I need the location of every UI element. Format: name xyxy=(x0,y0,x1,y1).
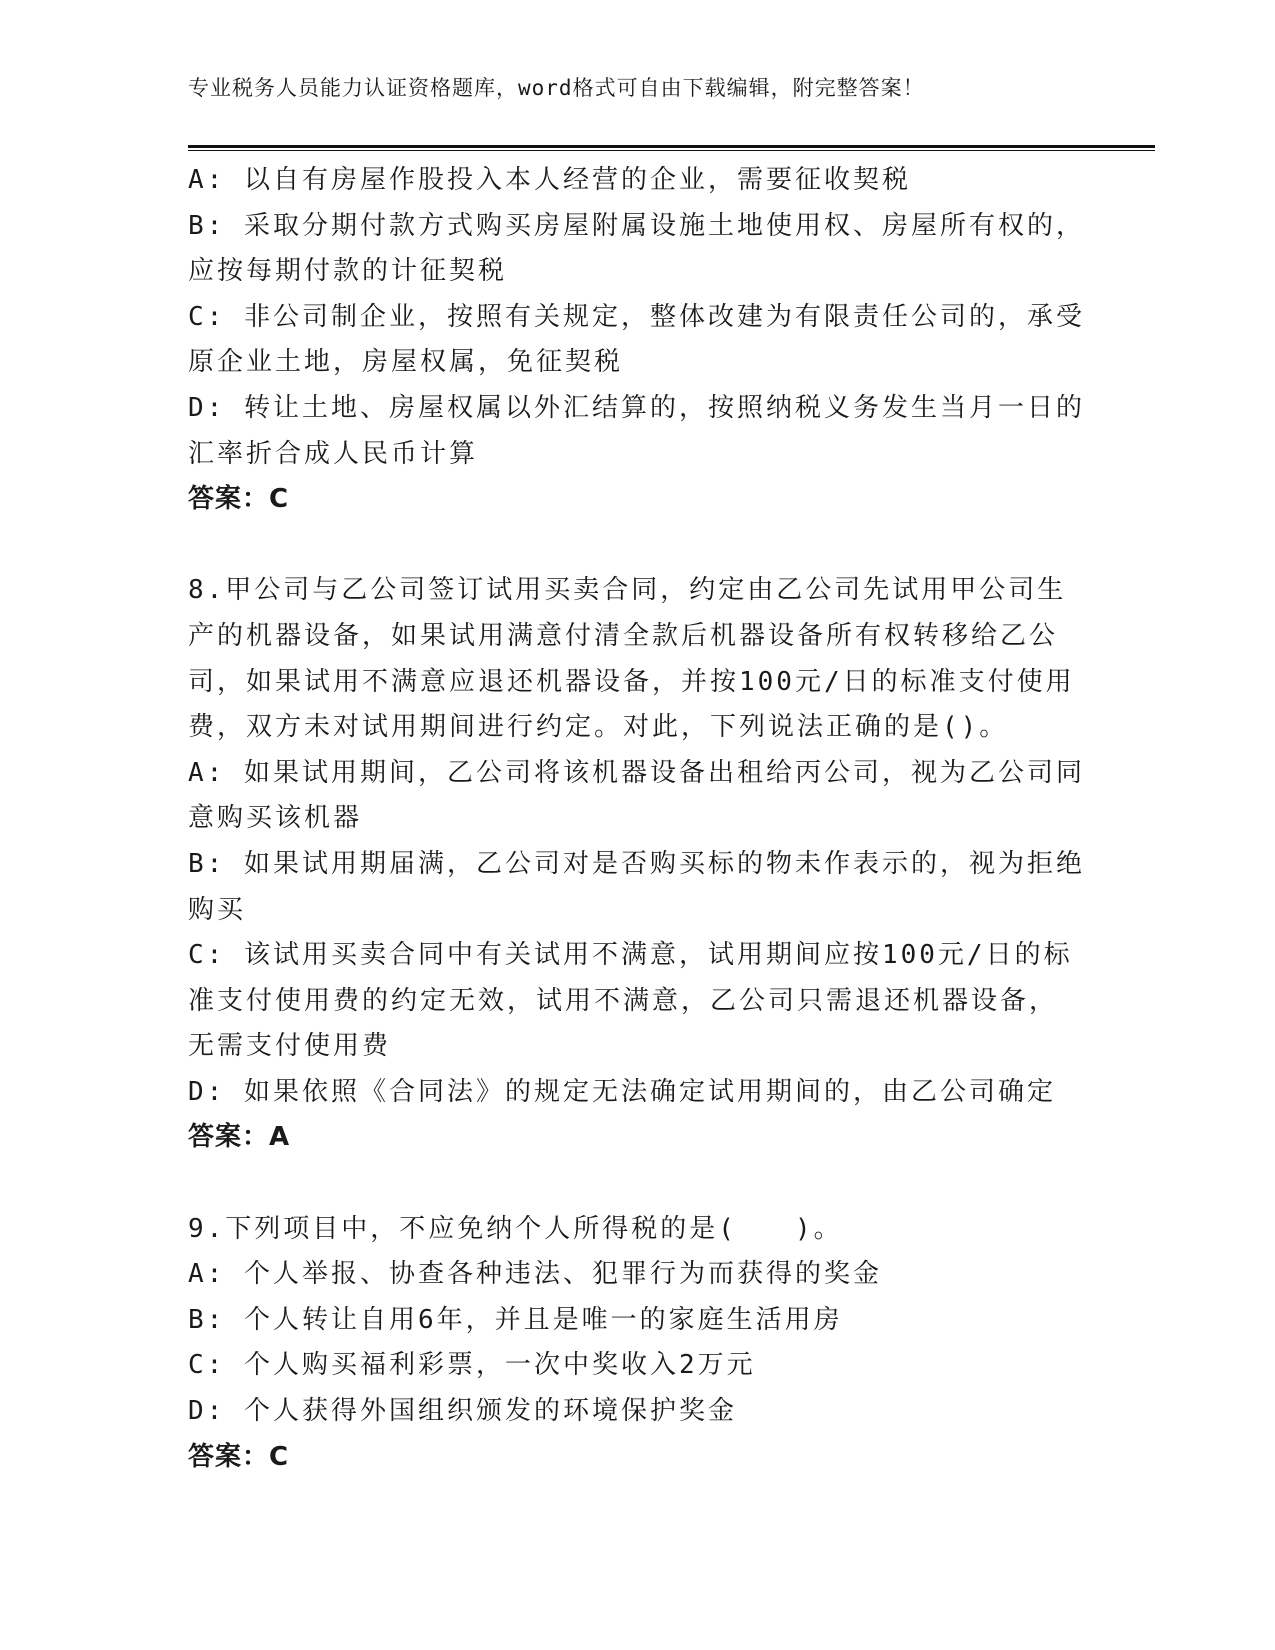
question-line: 8.甲公司与乙公司签订试用买卖合同，约定由乙公司先试用甲公司生 xyxy=(188,575,1067,606)
option-line: 原企业土地，房屋权属，免征契税 xyxy=(188,347,624,378)
option-line: B: 如果试用期届满，乙公司对是否购买标的物未作表示的，视为拒绝 xyxy=(188,848,1085,879)
question-line: 费，双方未对试用期间进行约定。对此，下列说法正确的是()。 xyxy=(188,712,1009,743)
header-rule-thick xyxy=(188,145,1155,148)
option-line: 购买 xyxy=(188,894,247,925)
question-line: 9.下列项目中，不应免纳个人所得税的是( )。 xyxy=(188,1213,843,1244)
page-header: 专业税务人员能力认证资格题库，word格式可自由下载编辑，附完整答案！ xyxy=(188,76,925,100)
answer-line: 答案：A xyxy=(188,1122,291,1153)
header-rule-thin xyxy=(188,150,1155,151)
option-line: A: 个人举报、协查各种违法、犯罪行为而获得的奖金 xyxy=(188,1259,882,1290)
option-line: D: 如果依照《合同法》的规定无法确定试用期间的，由乙公司确定 xyxy=(188,1076,1056,1107)
option-line: C: 非公司制企业，按照有关规定，整体改建为有限责任公司的，承受 xyxy=(188,301,1085,332)
option-line: D: 转让土地、房屋权属以外汇结算的，按照纳税义务发生当月一日的 xyxy=(188,392,1085,423)
document-body xyxy=(188,158,1088,1480)
option-line: C: 该试用买卖合同中有关试用不满意，试用期间应按100元/日的标 xyxy=(188,940,1073,971)
option-line: 应按每期付款的计征契税 xyxy=(188,256,508,287)
option-line: C: 个人购买福利彩票，一次中奖收入2万元 xyxy=(188,1350,756,1381)
option-line: 准支付使用费的约定无效，试用不满意，乙公司只需退还机器设备， xyxy=(188,985,1059,1016)
option-line: A: 如果试用期间，乙公司将该机器设备出租给丙公司，视为乙公司同 xyxy=(188,757,1085,788)
question-block-7 xyxy=(188,158,1088,523)
answer-line: 答案：C xyxy=(188,484,290,515)
option-line: 意购买该机器 xyxy=(188,803,363,834)
option-line: B: 个人转让自用6年，并且是唯一的家庭生活用房 xyxy=(188,1304,843,1335)
question-line: 产的机器设备，如果试用满意付清全款后机器设备所有权转移给乙公 xyxy=(188,620,1059,651)
spacer xyxy=(188,1161,1088,1207)
question-block-8 xyxy=(188,568,1088,1161)
option-line: 无需支付使用费 xyxy=(188,1031,392,1062)
option-line: A: 以自有房屋作股投入本人经营的企业，需要征收契税 xyxy=(188,165,911,195)
answer-line: 答案：C xyxy=(188,1441,290,1472)
question-line: 司，如果试用不满意应退还机器设备，并按100元/日的标准支付使用 xyxy=(188,666,1075,697)
question-block-9 xyxy=(188,1207,1088,1481)
spacer xyxy=(188,523,1088,569)
option-line: B: 采取分期付款方式购买房屋附属设施土地使用权、房屋所有权的， xyxy=(188,210,1085,241)
option-line: 汇率折合成人民币计算 xyxy=(188,438,479,469)
option-line: D: 个人获得外国组织颁发的环境保护奖金 xyxy=(188,1396,737,1427)
